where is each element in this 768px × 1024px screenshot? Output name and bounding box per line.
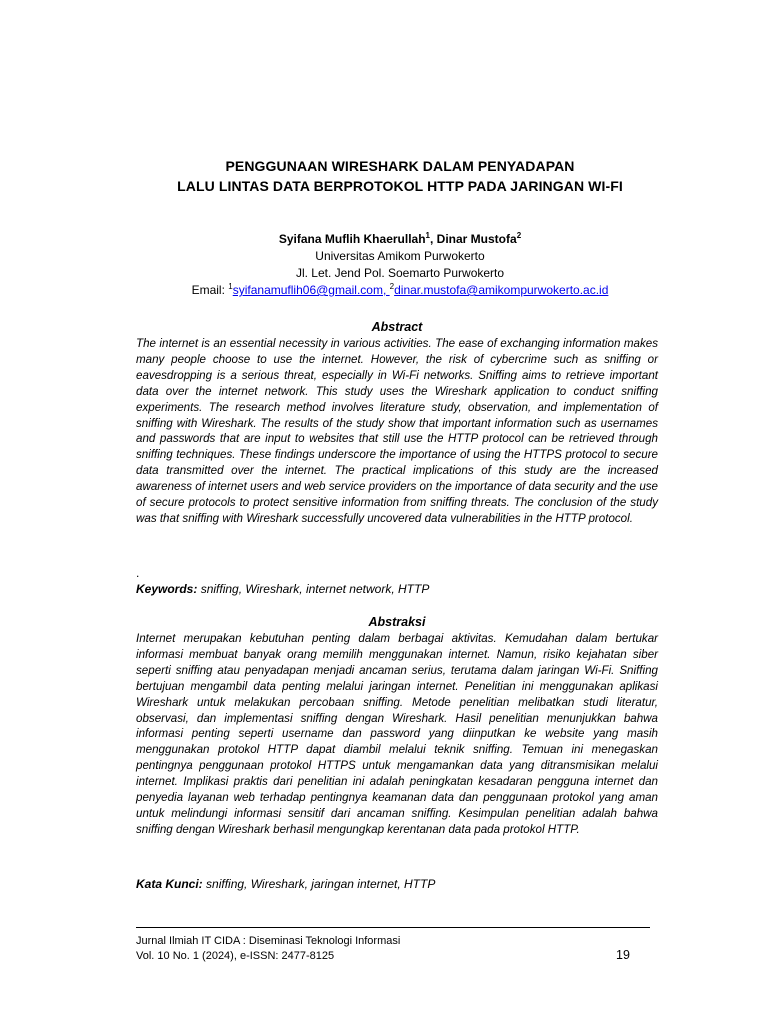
email-2-link[interactable]: dinar.mustofa@amikompurwokerto.ac.id bbox=[394, 283, 609, 297]
footer-journal-volume: Vol. 10 No. 1 (2024), e-ISSN: 2477-8125 bbox=[136, 950, 335, 962]
abstraksi-heading: Abstraksi bbox=[368, 615, 426, 629]
author-1-superscript: 1 bbox=[425, 231, 430, 240]
abstraksi-body: Internet merupakan kebutuhan penting dalam berbagai aktivitas. Kemudahan dalam bertukar informasi membuat banyak orang memilih menggunakan internet. Namun, risiko kejahatan siber seperti sniffing atau penyadapan menjadi ancaman serius, terutama dalam jaringan Wi-Fi. Sniffing bertujuan mengambil data penting melalui jaringan internet. Penelitian ini menggunakan aplikasi Wireshark untuk melakukan percobaan sniffing. Metode penelitian melibatkan studi literatur, observasi, dan implementasi sniffing dengan Wireshark. Hasil penelitian menunjukkan bahwa informasi penting seperti username dan password yang diinputkan ke website yang masih menggunakan protokol HTTP dapat diambil melalui teknik sniffing. Temuan ini menegaskan pentingnya penggunaan protokol HTTPS untuk mengamankan data yang ditransmisikan melalui internet. Implikasi praktis dari penelitian ini adalah peningkatan kesadaran pengguna internet dan penyedia layanan web terhadap pentingnya keamanan data dan penggunaan protokol yang aman untuk melindungi informasi sensitif dari ancaman sniffing. Kesimpulan penelitian adalah bahwa sniffing dengan Wireshark berhasil mengungkap kerentanan data pada protokol HTTP. bbox=[136, 632, 658, 836]
author-address: Jl. Let. Jend Pol. Soemarto Purwokerto bbox=[295, 266, 505, 280]
author-separator: , bbox=[430, 232, 437, 246]
email-label: Email: bbox=[191, 283, 229, 297]
author-1-name: Syifana Muflih Khaerullah bbox=[278, 232, 426, 246]
footer-journal-name: Jurnal Ilmiah IT CIDA : Diseminasi Teknologi Informasi bbox=[136, 935, 401, 947]
author-block bbox=[120, 231, 680, 299]
author-2-name: Dinar Mustofa bbox=[436, 232, 517, 246]
email-1-link[interactable]: syifanamuflih06@gmail.com, bbox=[232, 283, 390, 297]
abstract-trailing-dot: . bbox=[136, 566, 140, 580]
author-affiliation: Universitas Amikom Purwokerto bbox=[315, 249, 485, 263]
paper-title-line-2: LALU LINTAS DATA BERPROTOKOL HTTP PADA JARINGAN WI-FI bbox=[177, 178, 623, 194]
kata-kunci-label: Kata Kunci: bbox=[136, 877, 203, 891]
author-emails bbox=[120, 282, 680, 299]
email-2-superscript: 2 bbox=[389, 282, 395, 291]
keywords-value: sniffing, Wireshark, internet network, HTTP bbox=[197, 582, 430, 596]
page-number: 19 bbox=[616, 948, 630, 962]
email-1-superscript: 1 bbox=[228, 282, 233, 291]
abstract-heading: Abstract bbox=[371, 320, 423, 334]
kata-kunci-value: sniffing, Wireshark, jaringan internet, HTTP bbox=[202, 877, 436, 891]
author-2-superscript: 2 bbox=[516, 231, 522, 240]
keywords-line bbox=[136, 582, 658, 596]
author-names bbox=[120, 231, 680, 248]
paper-title-line-1: PENGGUNAAN WIRESHARK DALAM PENYADAPAN bbox=[225, 158, 575, 174]
keywords-label: Keywords: bbox=[136, 582, 198, 596]
footer-journal-info bbox=[136, 934, 400, 964]
abstract-body: The internet is an essential necessity in various activities. The ease of exchanging information makes many people choose to use the internet. However, the risk of cybercrime such as sniffing or eavesdropping is a serious threat, especially in Wi-Fi networks. Sniffing aims to retrieve important data over the internet network. This study uses the Wireshark application to conduct sniffing experiments. The research method involves literature study, observation, and implementation of sniffing with Wireshark. The results of the study show that important information such as usernames and passwords that are input to websites that still use the HTTP protocol can be retrieved through sniffing techniques. These findings underscore the importance of using the HTTPS protocol to secure data transmitted over the internet. The practical implications of this study are the increased awareness of internet users and web service providers on the importance of data security and the use of secure protocols to protect sensitive information from sniffing threats. The conclusion of the study was that sniffing with Wireshark successfully uncovered data vulnerabilities in the HTTP protocol. bbox=[136, 337, 659, 525]
kata-kunci-line bbox=[136, 877, 658, 891]
footer-divider bbox=[136, 927, 650, 928]
